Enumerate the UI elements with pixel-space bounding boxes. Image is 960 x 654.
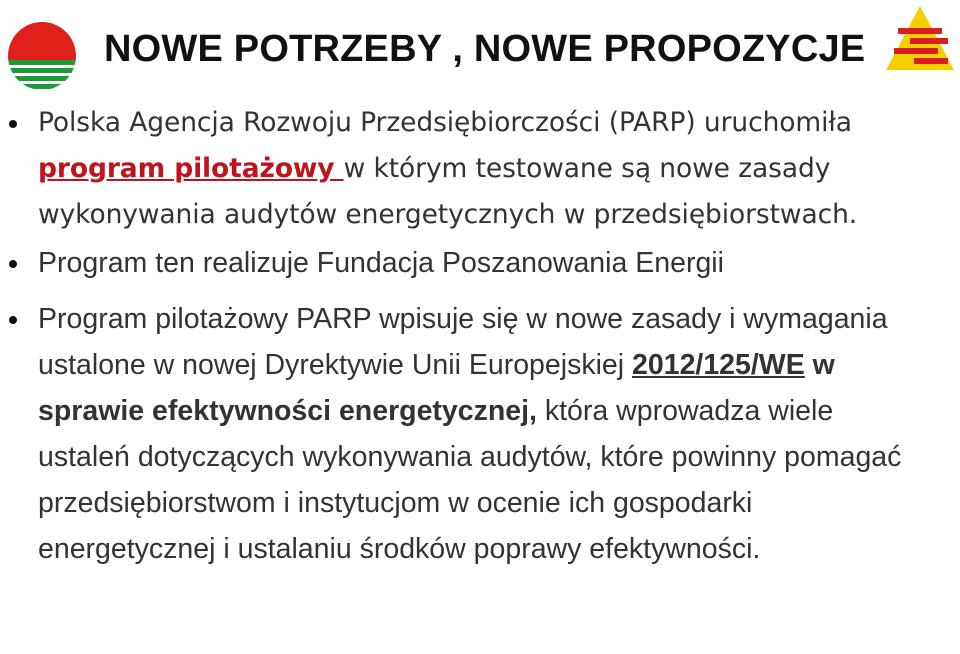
bullet-item [0, 296, 960, 572]
bullet-dot [9, 120, 17, 128]
directive-number: 2012/125/WE [632, 349, 805, 381]
directive-title: w sprawie efektywności energetycznej, [38, 349, 835, 427]
bullet-text: Program ten realizuje Fundacja Poszanowania Energii [38, 247, 724, 279]
page-title: NOWE POTRZEBY , NOWE PROPOZYCJE [104, 28, 866, 70]
bullet-item [0, 240, 960, 286]
bullet-dot [9, 316, 17, 324]
bullet-dot [9, 260, 17, 268]
bullet-text: która wprowadza wiele ustaleń dotyczących wykonywania audytów, które powinny pomagać przedsiębiorstwom i instytucjom w ocenie ich gospodarki energetycznej i ustalaniu środków poprawy efektywności. [38, 395, 902, 565]
bullet-text: Program pilotażowy PARP wpisuje się w nowe zasady i wymagania ustalone w nowej Dyrektywie Unii Europejskiej [38, 303, 888, 381]
parp-sun-logo [6, 20, 78, 92]
bullet-item [0, 100, 960, 238]
program-link[interactable]: program pilotażowy [38, 153, 344, 184]
bullet-text: Polska Agencja Rozwoju Przedsiębiorczości (PARP) uruchomiła [38, 107, 852, 138]
bullet-list [0, 100, 960, 572]
fpe-triangle-logo [884, 4, 956, 76]
bullet-text: w którym testowane są nowe zasady wykonywania audytów energetycznych w przedsiębiorstwach. [38, 153, 858, 230]
